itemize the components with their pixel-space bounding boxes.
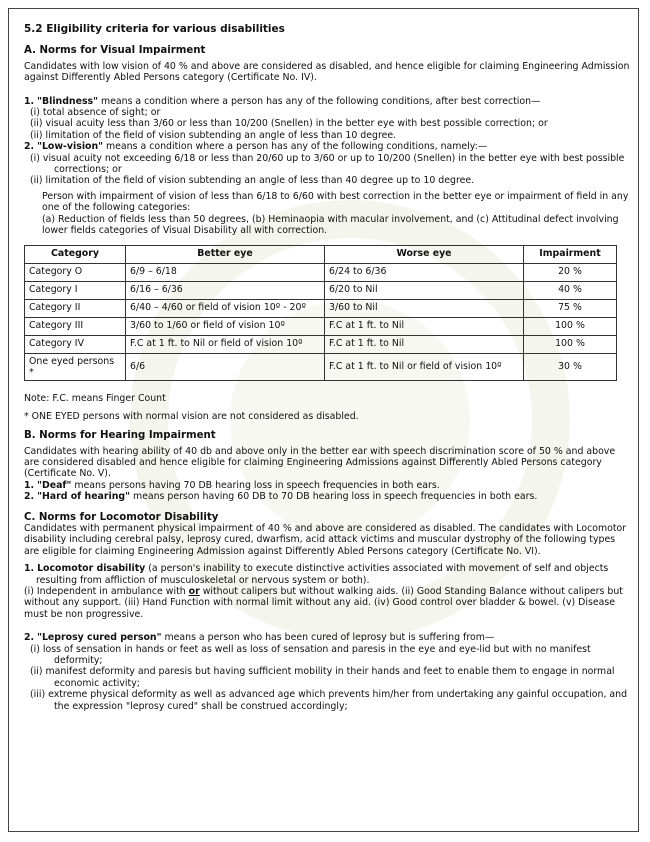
blindness-item: (i) total absence of sight; or [30, 107, 161, 119]
blindness-definition: 1. "Blindness" means a condition where a person has any of the following conditions, after best correction— [24, 95, 541, 107]
blindness-item: (ii) visual acuity less than 3/60 or less than 10/200 (Snellen) in the better eye with best possible correction; or [30, 118, 548, 130]
section-a-title: A. Norms for Visual Impairment [24, 45, 206, 57]
table-row: Category IV F.C at 1 ft. to Nil or field of vision 10º F.C at 1 ft. to Nil 100 % [25, 335, 617, 353]
document-body [24, 18, 632, 712]
table-header-row: Category Better eye Worse eye Impairment [25, 245, 617, 263]
low-vision-item: (i) visual acuity not exceeding 6/18 or less than 20/60 up to 3/60 or up to 10/200 (Snellen) in the better eye with best possible corrections; or [30, 152, 625, 176]
deaf-definition: 1. "Deaf" means persons having 70 DB hearing loss in speech frequencies in both ears. [24, 479, 440, 491]
finger-count-note: Note: F.C. means Finger Count [24, 393, 166, 405]
table-row: Category III 3/60 to 1/60 or field of vision 10º F.C at 1 ft. to Nil 100 % [25, 317, 617, 335]
leprosy-item: (i) loss of sensation in hands or feet as well as loss of sensation and paresis in the eye and eye-lid but with no manifest deformity; [30, 643, 591, 667]
field-impairment-note: Person with impairment of vision of less than 6/18 to 6/60 with best correction in the better eye or impairment of field in any one of the following categories: (a) Reduction of fields less than 50 degrees, (b) Heminaopia with macular involvement, and (c) Attitudinal defect involving lower fields categories of Visual Disability all with correction. [42, 190, 629, 237]
table-row: Category O 6/9 – 6/18 6/24 to 6/36 20 % [25, 263, 617, 281]
section-a-intro: Candidates with low vision of 40 % and above are considered as disabled, and hence eligible for claiming Engineering Admission against Differently Abled Persons category (Certificate No. IV). [24, 60, 630, 84]
section-b-intro: Candidates with hearing ability of 40 db and above only in the better ear with speech discrimination score of 50 % and above are considered disabled and hence eligible for claiming Engineering Admissions against Differently Abled Persons category (Certificate No. V). [24, 445, 616, 480]
low-vision-definition: 2. "Low-vision" means a condition where a person has any of the following conditions, namely:— [24, 141, 488, 153]
table-row: One eyed persons * 6/6 F.C at 1 ft. to Nil or field of vision 10º 30 % [25, 353, 617, 381]
hard-of-hearing-definition: 2. "Hard of hearing" means person having 60 DB to 70 DB hearing loss in speech frequencies in both ears. [24, 491, 538, 503]
locomotor-definition: 1. Locomotor disability (a person's inability to execute distinctive activities associated with movement of self and objects resulting from affliction of musculoskeletal or nervous system or both). [24, 563, 609, 586]
visual-impairment-table [24, 245, 617, 382]
table-row: Category II 6/40 – 4/60 or field of vision 10º - 20º 3/60 to Nil 75 % [25, 299, 617, 317]
table-row: Category I 6/16 – 6/36 6/20 to Nil 40 % [25, 281, 617, 299]
leprosy-definition: 2. "Leprosy cured person" means a person who has been cured of leprosy but is suffering from— [24, 632, 495, 644]
section-c-intro: Candidates with permanent physical impairment of 40 % and above are considered as disabled. The candidates with Locomotor disability including cerebral palsy, leprosy cured, dwarfism, acid attack victims and muscular dystrophy of the following types are eligible for claiming Engineering Admission against Differently Abled Persons category (Certificate No. VI). [24, 522, 627, 557]
section-c-title: C. Norms for Locomotor Disability [24, 511, 219, 523]
one-eyed-note: * ONE EYED persons with normal vision are not considered as disabled. [24, 410, 359, 422]
low-vision-item: (ii) limitation of the field of vision subtending an angle of less than 40 degree up to 10 degree. [30, 175, 475, 187]
leprosy-item: (iii) extreme physical deformity as well as advanced age which prevents him/her from undertaking any gainful occupation, and the expression "leprosy cured" shall be construed accordingly; [30, 689, 628, 712]
section-b-title: B. Norms for Hearing Impairment [24, 430, 216, 442]
locomotor-criteria: (i) Independent in ambulance with or without calipers but without walking aids. (ii) Good Standing Balance without calipers but without any support. (iii) Hand Function with normal limit without any aid. (iv) Good control over bladder & bowel. (v) Disease must be non progressive. [24, 586, 623, 620]
blindness-item: (ii) limitation of the field of vision subtending an angle of less than 10 degree. [30, 129, 397, 141]
page-heading: 5.2 Eligibility criteria for various disabilities [24, 23, 285, 35]
leprosy-item: (ii) manifest deformity and paresis but having sufficient mobility in their hands and feet to enable them to engage in normal economic activity; [30, 666, 615, 689]
